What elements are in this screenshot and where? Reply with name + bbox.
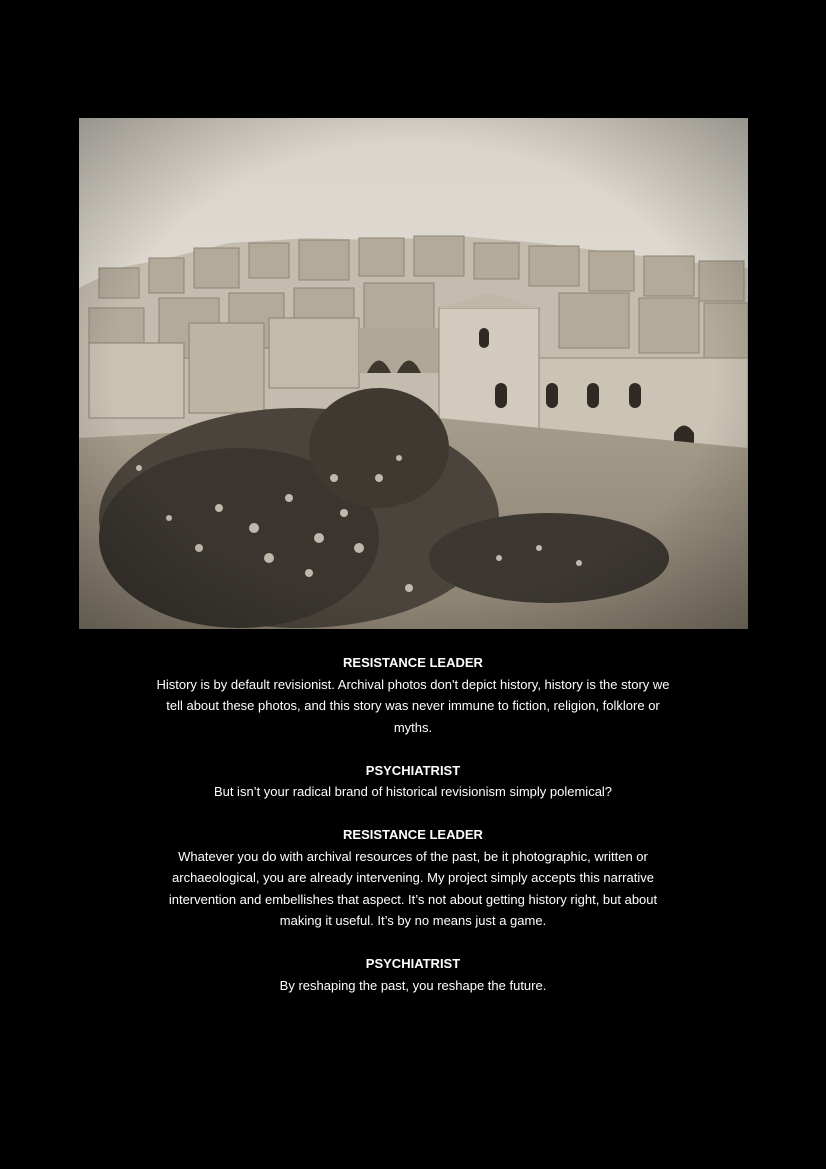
dialogue-block bbox=[150, 652, 676, 738]
dialogue-block bbox=[150, 824, 676, 932]
dialogue-text: But isn’t your radical brand of historical revisionism simply polemical? bbox=[213, 784, 613, 799]
dialogue-block bbox=[150, 953, 676, 996]
speaker-name: PSYCHIATRIST bbox=[365, 762, 461, 778]
dialogue-text: History is by default revisionist. Archival photos don't depict history, history is the story we tell about these photos, and this story was never immune to fiction, religion, folklore or myths. bbox=[156, 676, 670, 735]
archival-photo bbox=[79, 118, 748, 629]
dialogue-text: By reshaping the past, you reshape the future. bbox=[279, 977, 547, 993]
dialogue-block bbox=[150, 760, 676, 803]
speaker-name: RESISTANCE LEADER bbox=[343, 655, 483, 670]
speaker-name: RESISTANCE LEADER bbox=[343, 827, 483, 842]
dialogue-text: Whatever you do with archival resources of the past, be it photographic, written or archaeological, you are already intervening. My project simply accepts this narrative intervention and embellishes that aspect. It’s not about getting history right, but about making it useful. It’s by no means just a game. bbox=[168, 848, 658, 928]
speaker-name: PSYCHIATRIST bbox=[365, 956, 461, 971]
archival-photo-graphic bbox=[79, 118, 748, 629]
dialogue bbox=[150, 652, 676, 1018]
